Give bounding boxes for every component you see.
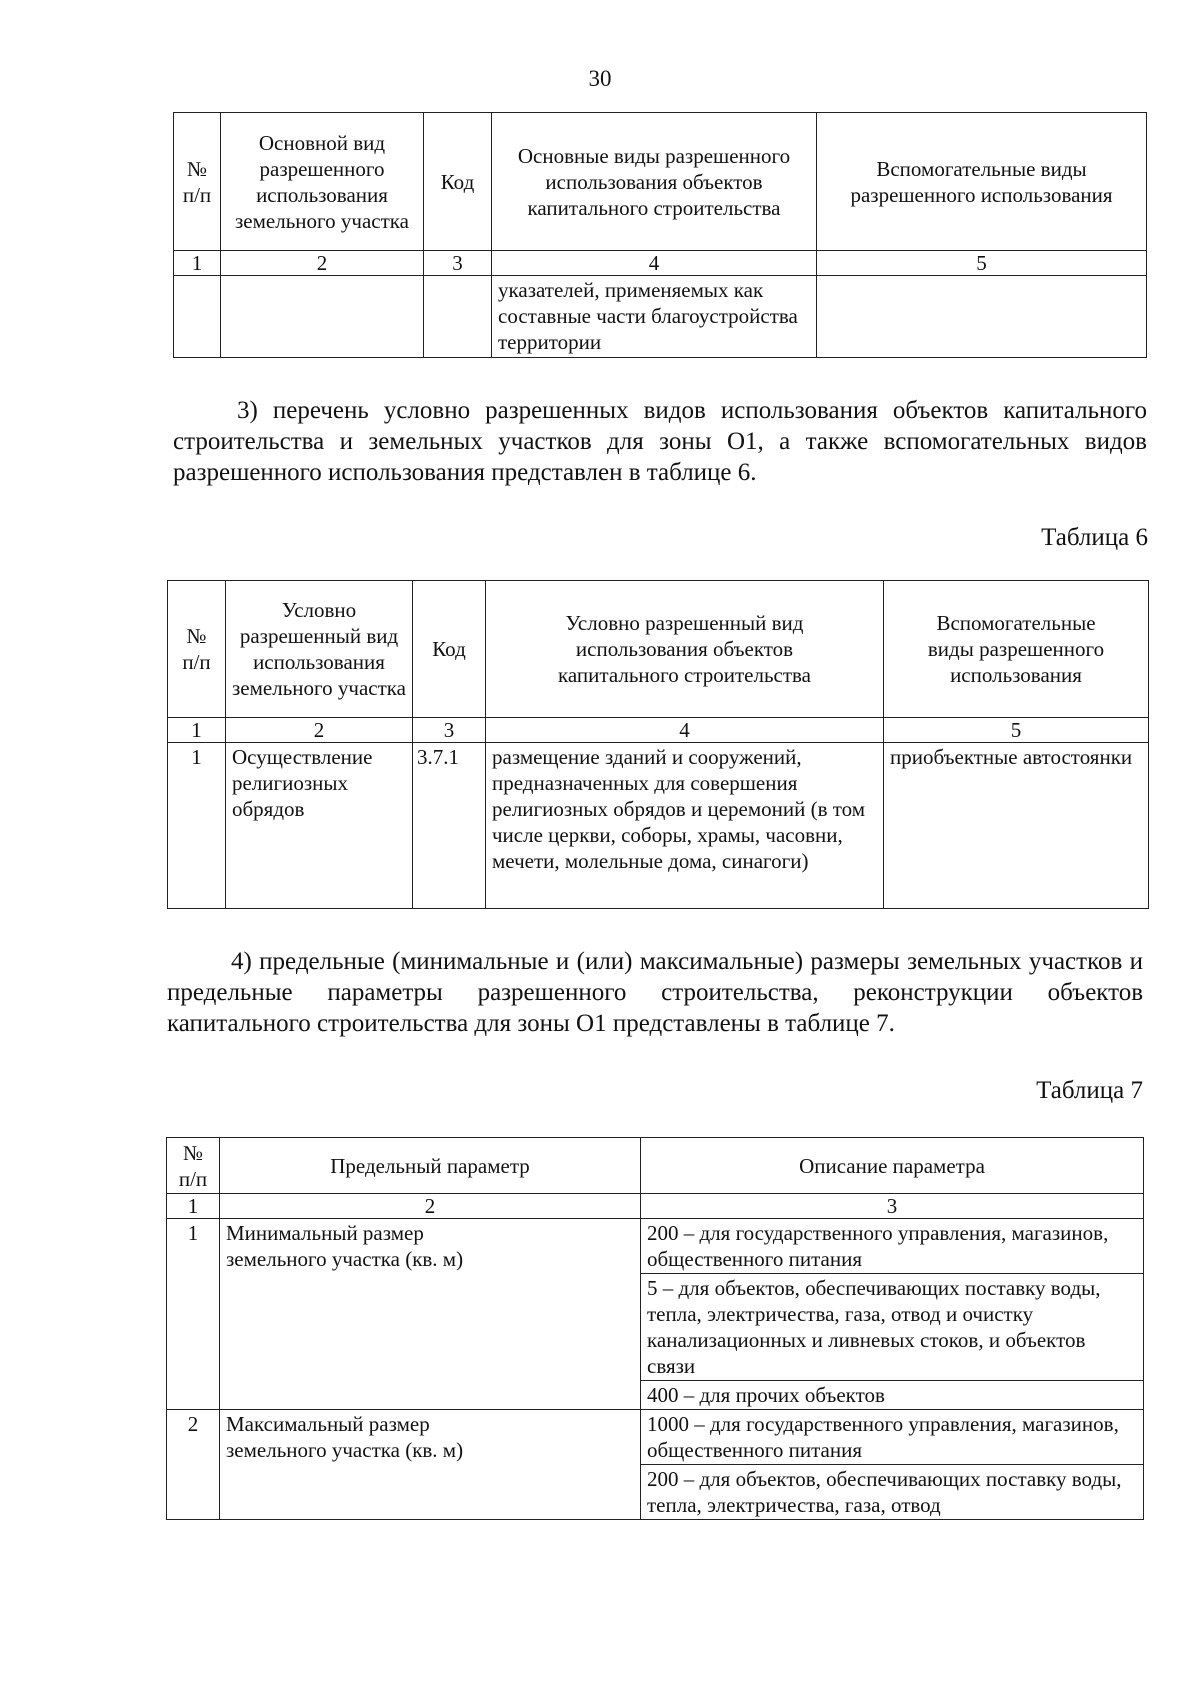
cell: [817, 276, 1147, 358]
column-number: 5: [884, 718, 1149, 743]
header-parameter: Предельный параметр: [220, 1138, 641, 1194]
column-number: 2: [220, 1194, 641, 1219]
column-numbers-row: [168, 718, 1149, 743]
cell-main-use: указателей, применяемых как составные части благоустройства территории: [492, 276, 817, 358]
table-6-caption: Таблица 6: [1041, 524, 1148, 551]
column-number: 3: [641, 1194, 1144, 1219]
table-row: [174, 276, 1147, 358]
header-land-use: Условно разрешенный вид использования земельного участка: [226, 581, 413, 718]
column-number: 4: [486, 718, 884, 743]
column-numbers-row: [174, 251, 1147, 276]
paragraph-3: 3) перечень условно разрешенных видов использования объектов капитального строительства и земельных участков для зоны О1, а также вспомогательных видов разрешенного использования представлен в таблице 6.: [173, 397, 1147, 486]
table-7: [166, 1137, 1144, 1520]
column-number: 2: [221, 251, 424, 276]
column-number: 1: [168, 718, 226, 743]
header-number: № п/п: [168, 581, 226, 718]
cell-parameter: Минимальный размер земельного участка (кв. м): [220, 1219, 641, 1410]
table-header-row: [167, 1138, 1144, 1194]
table-row: [167, 1219, 1144, 1274]
table-row: [168, 743, 1149, 909]
cell-parameter: Максимальный размер земельного участка (кв. м): [220, 1410, 641, 1520]
table-header-row: [174, 113, 1147, 251]
cell-code: 3.7.1: [413, 743, 486, 909]
header-number: № п/п: [174, 113, 221, 251]
header-land-use: Основной вид разрешенного использования земельного участка: [221, 113, 424, 251]
table-7-caption: Таблица 7: [1036, 1077, 1143, 1104]
header-description: Описание параметра: [641, 1138, 1144, 1194]
cell-number: 1: [168, 743, 226, 909]
header-auxiliary-uses: Вспомогательные виды разрешенного использования: [817, 113, 1147, 251]
paragraph-4: 4) предельные (минимальные и (или) максимальные) размеры земельных участков и предельные параметры разрешенного строительства, реконструкции объектов капитального строительства для зоны О1 представлены в таблице 7.: [167, 948, 1143, 1037]
header-code: Код: [413, 581, 486, 718]
cell-auxiliary-use: приобъектные автостоянки: [884, 743, 1149, 909]
column-number: 3: [413, 718, 486, 743]
cell-land-use: Осуществление религиозных обрядов: [226, 743, 413, 909]
cell: [174, 276, 221, 358]
cell-number: 1: [167, 1219, 220, 1410]
cell: [424, 276, 492, 358]
page-number: 30: [588, 66, 612, 91]
column-numbers-row: [167, 1194, 1144, 1219]
table-5-continuation: [173, 112, 1147, 358]
column-number: 1: [174, 251, 221, 276]
header-main-uses: Основные виды разрешенного использования объектов капитального строительства: [492, 113, 817, 251]
column-number: 1: [167, 1194, 220, 1219]
cell-description: 400 – для прочих объектов: [641, 1381, 1144, 1410]
header-auxiliary-uses: Вспомогательные виды разрешенного использования: [884, 581, 1149, 718]
cell-number: 2: [167, 1410, 220, 1520]
cell-description: 5 – для объектов, обеспечивающих поставку воды, тепла, электричества, газа, отвод и очистку канализационных и ливневых стоков, и объектов связи: [641, 1274, 1144, 1381]
header-number: № п/п: [167, 1138, 220, 1194]
cell-description: 1000 – для государственного управления, магазинов, общественного питания: [641, 1410, 1144, 1465]
column-number: 3: [424, 251, 492, 276]
cell-description: 200 – для объектов, обеспечивающих поставку воды, тепла, электричества, газа, отвод: [641, 1465, 1144, 1520]
cell-description: 200 – для государственного управления, магазинов, общественного питания: [641, 1219, 1144, 1274]
cell: [221, 276, 424, 358]
table-header-row: [168, 581, 1149, 718]
column-number: 2: [226, 718, 413, 743]
table-row: [167, 1410, 1144, 1465]
column-number: 4: [492, 251, 817, 276]
cell-conditional-use: размещение зданий и сооружений, предназначенных для совершения религиозных обрядов и церемоний (в том числе церкви, соборы, храмы, часовни, мечети, молельные дома, синагоги): [486, 743, 884, 909]
table-6: [167, 580, 1149, 909]
column-number: 5: [817, 251, 1147, 276]
header-code: Код: [424, 113, 492, 251]
header-conditional-uses: Условно разрешенный вид использования объектов капитального строительства: [486, 581, 884, 718]
